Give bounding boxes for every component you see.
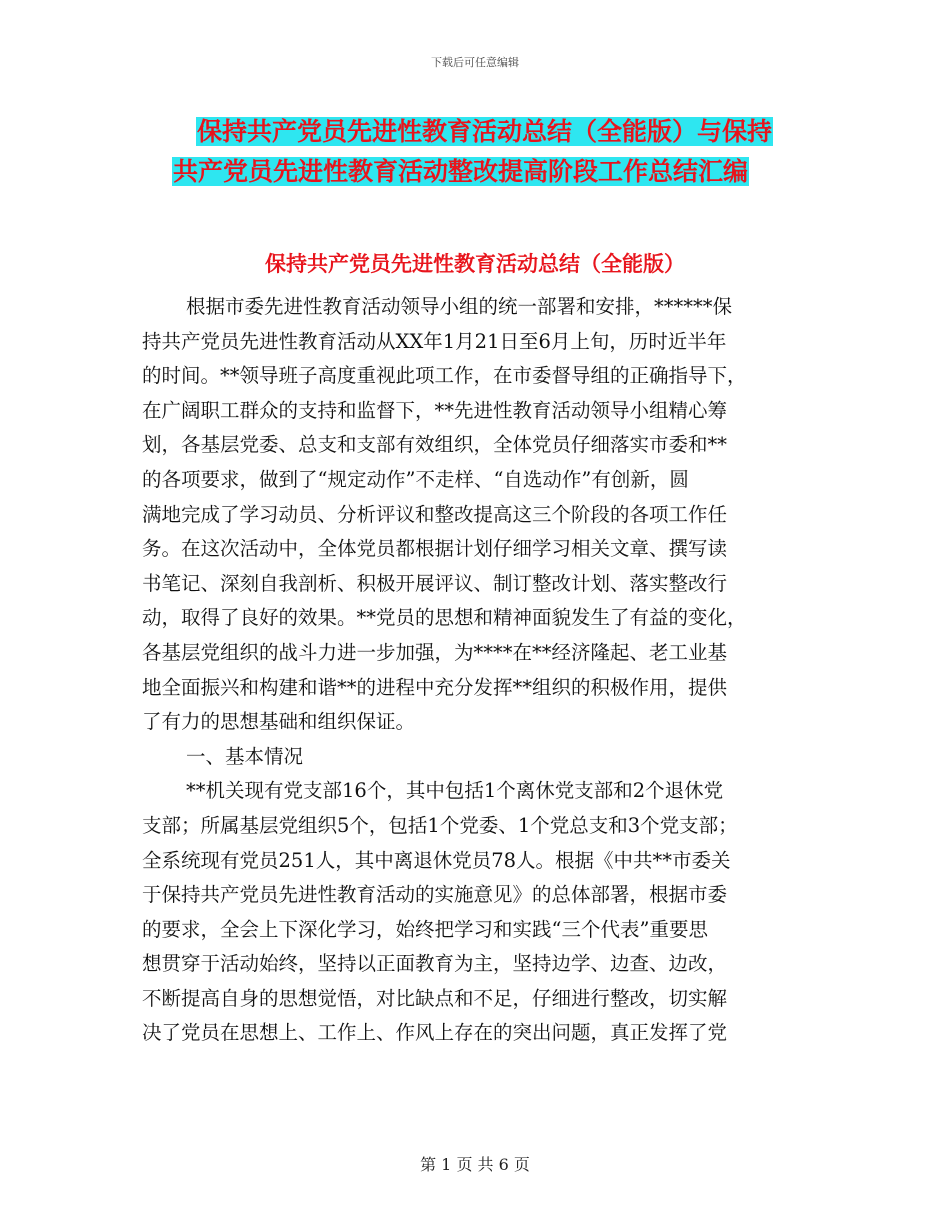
paragraph-line: 动，取得了良好的效果。**党员的思想和精神面貌发生了有益的变化， (142, 606, 747, 630)
paragraph-line: **机关现有党支部16个，其中包括1个离休党支部和2个退休党 (186, 779, 724, 803)
paragraph-line: 的要求，全会上下深化学习，始终把学习和实践“三个代表”重要思 (142, 917, 708, 941)
paragraph-line: 想贯穿于活动始终，坚持以正面教育为主，坚持边学、边查、边改， (142, 952, 728, 976)
paragraph-line: 在广阔职工群众的支持和监督下，**先进性教育活动领导小组精心筹 (142, 398, 728, 422)
paragraph-line: 根据市委先进性教育活动领导小组的统一部署和安排，******保 (186, 295, 733, 318)
page-footer: 第 1 页 共 6 页 (420, 1155, 530, 1174)
paragraph-line: 划，各基层党委、总支和支部有效组织，全体党员仔细落实市委和** (142, 433, 728, 457)
paragraph-line: 不断提高自身的思想觉悟，对比缺点和不足，仔细进行整改，切实解 (142, 986, 728, 1010)
paragraph-line: 的各项要求，做到了“规定动作”不走样、“自选动作”有创新，圆 (142, 467, 689, 491)
title-line-2-text: 共产党员先进性教育活动整改提高阶段工作总结汇编 (173, 157, 749, 186)
paragraph-line: 满地完成了学习动员、分析评议和整改提高这三个阶段的各项工作任 (142, 502, 728, 526)
body-text (142, 290, 812, 1051)
paragraph-line: 书笔记、深刻自我剖析、积极开展评议、制订整改计划、落实整改行 (142, 571, 728, 595)
paragraph-line: 的时间。**领导班子高度重视此项工作，在市委督导组的正确指导下， (142, 364, 747, 388)
title-line-2 (172, 152, 812, 192)
paragraph-line: 于保持共产党员先进性教育活动的实施意见》的总体部署，根据市委 (142, 883, 728, 907)
title-line-1-text: 保持共产党员先进性教育活动总结（全能版）与保持 (197, 117, 773, 146)
section-heading: 一、基本情况 (186, 744, 304, 768)
section-title: 保持共产党员先进性教育活动总结（全能版） (265, 252, 685, 276)
paragraph-line: 各基层党组织的战斗力进一步加强，为****在**经济隆起、老工业基 (142, 640, 728, 664)
paragraph-line: 地全面振兴和构建和谐**的进程中充分发挥**组织的积极作用，提供 (142, 675, 728, 699)
paragraph-line: 了有力的思想基础和组织保证。 (142, 710, 416, 734)
paragraph-line: 支部；所属基层党组织5个，包括1个党委、1个党总支和3个党支部； (142, 813, 738, 837)
header-note: 下载后可任意编辑 (431, 56, 519, 69)
paragraph-line: 务。在这次活动中，全体党员都根据计划仔细学习相关文章、撰写读 (142, 537, 728, 561)
paragraph-line: 持共产党员先进性教育活动从XX年1月21日至6月上旬，历时近半年 (142, 329, 727, 353)
title-line-1 (172, 112, 812, 152)
paragraph-line: 决了党员在思想上、工作上、作风上存在的突出问题，真正发挥了党 (142, 1021, 728, 1045)
document-title (172, 112, 812, 192)
paragraph-line: 全系统现有党员251人，其中离退休党员78人。根据《中共**市委关 (142, 848, 731, 872)
